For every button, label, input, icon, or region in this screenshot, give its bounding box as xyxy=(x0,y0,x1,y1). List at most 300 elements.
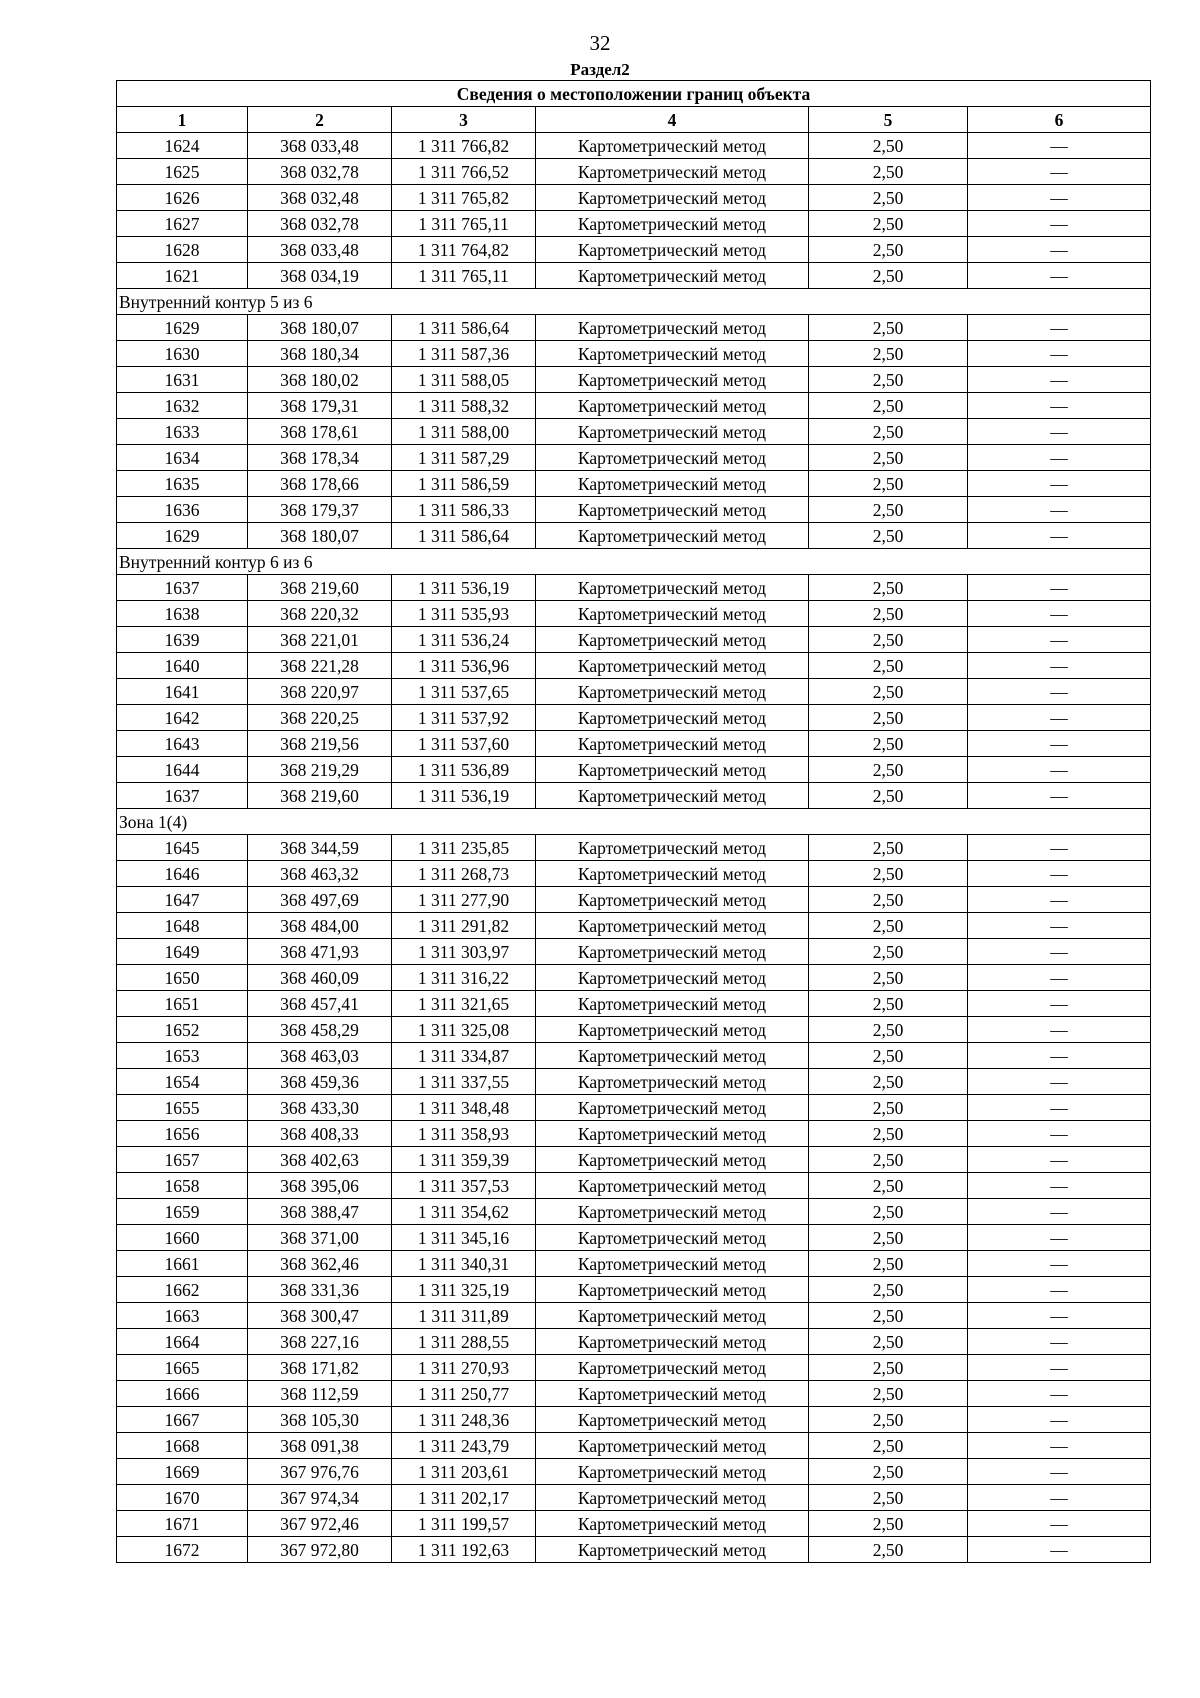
coordinate-y-cell: 1 311 536,19 xyxy=(392,783,536,809)
table-row xyxy=(117,419,1151,445)
method-cell: Картометрический метод xyxy=(536,601,809,627)
table-row xyxy=(117,705,1151,731)
description-cell: — xyxy=(968,627,1151,653)
point-number-cell: 1636 xyxy=(117,497,248,523)
description-cell: — xyxy=(968,1433,1151,1459)
point-number-cell: 1651 xyxy=(117,991,248,1017)
point-number-cell: 1627 xyxy=(117,211,248,237)
coordinate-y-cell: 1 311 334,87 xyxy=(392,1043,536,1069)
accuracy-cell: 2,50 xyxy=(809,1095,968,1121)
coordinate-y-cell: 1 311 764,82 xyxy=(392,237,536,263)
coordinate-y-cell: 1 311 203,61 xyxy=(392,1459,536,1485)
point-number-cell: 1663 xyxy=(117,1303,248,1329)
coordinate-y-cell: 1 311 354,62 xyxy=(392,1199,536,1225)
table-row xyxy=(117,263,1151,289)
accuracy-cell: 2,50 xyxy=(809,393,968,419)
coordinate-x-cell: 368 178,66 xyxy=(248,471,392,497)
column-number: 3 xyxy=(392,107,536,133)
method-cell: Картометрический метод xyxy=(536,783,809,809)
point-number-cell: 1653 xyxy=(117,1043,248,1069)
section-title: Раздел2 xyxy=(570,60,630,79)
coordinate-y-cell: 1 311 537,92 xyxy=(392,705,536,731)
coordinate-y-cell: 1 311 536,24 xyxy=(392,627,536,653)
coordinate-y-cell: 1 311 243,79 xyxy=(392,1433,536,1459)
accuracy-cell: 2,50 xyxy=(809,1407,968,1433)
table-row xyxy=(117,341,1151,367)
table-row xyxy=(117,653,1151,679)
point-number-cell: 1646 xyxy=(117,861,248,887)
description-cell: — xyxy=(968,705,1151,731)
table-row xyxy=(117,939,1151,965)
description-cell: — xyxy=(968,1043,1151,1069)
table-row xyxy=(117,1485,1151,1511)
coordinate-x-cell: 368 344,59 xyxy=(248,835,392,861)
coordinate-x-cell: 367 972,46 xyxy=(248,1511,392,1537)
table-row xyxy=(117,965,1151,991)
contour-group-label: Зона 1(4) xyxy=(117,809,1151,835)
method-cell: Картометрический метод xyxy=(536,1329,809,1355)
coordinate-x-cell: 368 458,29 xyxy=(248,1017,392,1043)
coordinate-y-cell: 1 311 291,82 xyxy=(392,913,536,939)
accuracy-cell: 2,50 xyxy=(809,1537,968,1563)
coordinate-y-cell: 1 311 536,19 xyxy=(392,575,536,601)
table-row xyxy=(117,913,1151,939)
accuracy-cell: 2,50 xyxy=(809,211,968,237)
point-number-cell: 1632 xyxy=(117,393,248,419)
method-cell: Картометрический метод xyxy=(536,185,809,211)
description-cell: — xyxy=(968,731,1151,757)
accuracy-cell: 2,50 xyxy=(809,731,968,757)
coordinate-y-cell: 1 311 537,60 xyxy=(392,731,536,757)
coordinate-y-cell: 1 311 248,36 xyxy=(392,1407,536,1433)
coordinate-y-cell: 1 311 270,93 xyxy=(392,1355,536,1381)
coordinate-x-cell: 368 402,63 xyxy=(248,1147,392,1173)
contour-group-row xyxy=(117,549,1151,575)
description-cell: — xyxy=(968,1329,1151,1355)
method-cell: Картометрический метод xyxy=(536,133,809,159)
accuracy-cell: 2,50 xyxy=(809,1459,968,1485)
point-number-cell: 1633 xyxy=(117,419,248,445)
table-row xyxy=(117,471,1151,497)
coordinate-x-cell: 368 484,00 xyxy=(248,913,392,939)
accuracy-cell: 2,50 xyxy=(809,1017,968,1043)
coordinate-x-cell: 368 171,82 xyxy=(248,1355,392,1381)
accuracy-cell: 2,50 xyxy=(809,1485,968,1511)
table-row xyxy=(117,185,1151,211)
table-row xyxy=(117,1277,1151,1303)
description-cell: — xyxy=(968,1277,1151,1303)
table-row xyxy=(117,393,1151,419)
coordinate-x-cell: 368 408,33 xyxy=(248,1121,392,1147)
accuracy-cell: 2,50 xyxy=(809,575,968,601)
point-number-cell: 1659 xyxy=(117,1199,248,1225)
description-cell: — xyxy=(968,367,1151,393)
point-number-cell: 1658 xyxy=(117,1173,248,1199)
point-number-cell: 1648 xyxy=(117,913,248,939)
coordinate-x-cell: 368 180,07 xyxy=(248,523,392,549)
table-row xyxy=(117,159,1151,185)
coordinate-x-cell: 368 032,78 xyxy=(248,211,392,237)
method-cell: Картометрический метод xyxy=(536,1511,809,1537)
point-number-cell: 1641 xyxy=(117,679,248,705)
method-cell: Картометрический метод xyxy=(536,159,809,185)
point-number-cell: 1664 xyxy=(117,1329,248,1355)
description-cell: — xyxy=(968,887,1151,913)
table-row xyxy=(117,1199,1151,1225)
accuracy-cell: 2,50 xyxy=(809,601,968,627)
table-row xyxy=(117,1433,1151,1459)
method-cell: Картометрический метод xyxy=(536,1277,809,1303)
accuracy-cell: 2,50 xyxy=(809,1225,968,1251)
description-cell: — xyxy=(968,1511,1151,1537)
method-cell: Картометрический метод xyxy=(536,575,809,601)
coordinate-x-cell: 368 178,61 xyxy=(248,419,392,445)
method-cell: Картометрический метод xyxy=(536,965,809,991)
coordinate-x-cell: 367 972,80 xyxy=(248,1537,392,1563)
coordinate-y-cell: 1 311 536,89 xyxy=(392,757,536,783)
description-cell: — xyxy=(968,419,1151,445)
point-number-cell: 1656 xyxy=(117,1121,248,1147)
point-number-cell: 1669 xyxy=(117,1459,248,1485)
coordinate-y-cell: 1 311 288,55 xyxy=(392,1329,536,1355)
accuracy-cell: 2,50 xyxy=(809,1329,968,1355)
table-row xyxy=(117,1407,1151,1433)
table-row xyxy=(117,1355,1151,1381)
coordinate-y-cell: 1 311 202,17 xyxy=(392,1485,536,1511)
coordinate-y-cell: 1 311 199,57 xyxy=(392,1511,536,1537)
point-number-cell: 1628 xyxy=(117,237,248,263)
table-row xyxy=(117,861,1151,887)
coordinate-x-cell: 368 034,19 xyxy=(248,263,392,289)
accuracy-cell: 2,50 xyxy=(809,705,968,731)
description-cell: — xyxy=(968,315,1151,341)
accuracy-cell: 2,50 xyxy=(809,1251,968,1277)
description-cell: — xyxy=(968,1199,1151,1225)
coordinate-y-cell: 1 311 588,05 xyxy=(392,367,536,393)
table-row xyxy=(117,1147,1151,1173)
table-row xyxy=(117,1511,1151,1537)
coordinate-y-cell: 1 311 587,36 xyxy=(392,341,536,367)
point-number-cell: 1629 xyxy=(117,523,248,549)
accuracy-cell: 2,50 xyxy=(809,1277,968,1303)
accuracy-cell: 2,50 xyxy=(809,1433,968,1459)
column-number-row xyxy=(117,107,1151,133)
coordinate-y-cell: 1 311 535,93 xyxy=(392,601,536,627)
coordinate-x-cell: 368 179,37 xyxy=(248,497,392,523)
method-cell: Картометрический метод xyxy=(536,1381,809,1407)
description-cell: — xyxy=(968,1173,1151,1199)
table-row xyxy=(117,1537,1151,1563)
point-number-cell: 1626 xyxy=(117,185,248,211)
point-number-cell: 1629 xyxy=(117,315,248,341)
accuracy-cell: 2,50 xyxy=(809,367,968,393)
method-cell: Картометрический метод xyxy=(536,861,809,887)
point-number-cell: 1640 xyxy=(117,653,248,679)
coordinate-y-cell: 1 311 359,39 xyxy=(392,1147,536,1173)
description-cell: — xyxy=(968,211,1151,237)
table-row xyxy=(117,627,1151,653)
method-cell: Картометрический метод xyxy=(536,1485,809,1511)
table-row xyxy=(117,1095,1151,1121)
description-cell: — xyxy=(968,1147,1151,1173)
method-cell: Картометрический метод xyxy=(536,1459,809,1485)
accuracy-cell: 2,50 xyxy=(809,1121,968,1147)
column-number: 2 xyxy=(248,107,392,133)
accuracy-cell: 2,50 xyxy=(809,159,968,185)
accuracy-cell: 2,50 xyxy=(809,185,968,211)
description-cell: — xyxy=(968,1485,1151,1511)
description-cell: — xyxy=(968,653,1151,679)
description-cell: — xyxy=(968,1095,1151,1121)
accuracy-cell: 2,50 xyxy=(809,133,968,159)
accuracy-cell: 2,50 xyxy=(809,757,968,783)
description-cell: — xyxy=(968,861,1151,887)
table-row xyxy=(117,835,1151,861)
method-cell: Картометрический метод xyxy=(536,705,809,731)
accuracy-cell: 2,50 xyxy=(809,523,968,549)
coordinate-x-cell: 368 220,25 xyxy=(248,705,392,731)
coordinate-y-cell: 1 311 765,11 xyxy=(392,263,536,289)
point-number-cell: 1665 xyxy=(117,1355,248,1381)
description-cell: — xyxy=(968,1121,1151,1147)
accuracy-cell: 2,50 xyxy=(809,1173,968,1199)
point-number-cell: 1631 xyxy=(117,367,248,393)
coordinate-x-cell: 368 395,06 xyxy=(248,1173,392,1199)
point-number-cell: 1668 xyxy=(117,1433,248,1459)
accuracy-cell: 2,50 xyxy=(809,497,968,523)
coordinate-x-cell: 368 471,93 xyxy=(248,939,392,965)
method-cell: Картометрический метод xyxy=(536,419,809,445)
coordinate-y-cell: 1 311 192,63 xyxy=(392,1537,536,1563)
point-number-cell: 1652 xyxy=(117,1017,248,1043)
coordinate-x-cell: 367 976,76 xyxy=(248,1459,392,1485)
table-row xyxy=(117,601,1151,627)
point-number-cell: 1671 xyxy=(117,1511,248,1537)
method-cell: Картометрический метод xyxy=(536,497,809,523)
coordinate-x-cell: 368 033,48 xyxy=(248,133,392,159)
description-cell: — xyxy=(968,1225,1151,1251)
coordinate-y-cell: 1 311 765,11 xyxy=(392,211,536,237)
coordinate-x-cell: 368 433,30 xyxy=(248,1095,392,1121)
method-cell: Картометрический метод xyxy=(536,1147,809,1173)
accuracy-cell: 2,50 xyxy=(809,1511,968,1537)
point-number-cell: 1645 xyxy=(117,835,248,861)
coordinate-y-cell: 1 311 766,82 xyxy=(392,133,536,159)
point-number-cell: 1634 xyxy=(117,445,248,471)
accuracy-cell: 2,50 xyxy=(809,315,968,341)
accuracy-cell: 2,50 xyxy=(809,991,968,1017)
coordinate-y-cell: 1 311 586,64 xyxy=(392,523,536,549)
accuracy-cell: 2,50 xyxy=(809,939,968,965)
accuracy-cell: 2,50 xyxy=(809,471,968,497)
coordinate-x-cell: 368 371,00 xyxy=(248,1225,392,1251)
contour-group-label: Внутренний контур 5 из 6 xyxy=(117,289,1151,315)
coordinate-y-cell: 1 311 325,08 xyxy=(392,1017,536,1043)
coordinate-x-cell: 368 032,78 xyxy=(248,159,392,185)
coordinate-x-cell: 368 180,07 xyxy=(248,315,392,341)
coordinate-y-cell: 1 311 537,65 xyxy=(392,679,536,705)
method-cell: Картометрический метод xyxy=(536,757,809,783)
table-row xyxy=(117,523,1151,549)
accuracy-cell: 2,50 xyxy=(809,679,968,705)
coordinate-x-cell: 368 219,29 xyxy=(248,757,392,783)
point-number-cell: 1639 xyxy=(117,627,248,653)
table-row xyxy=(117,783,1151,809)
accuracy-cell: 2,50 xyxy=(809,237,968,263)
table-row xyxy=(117,731,1151,757)
coordinate-x-cell: 368 219,56 xyxy=(248,731,392,757)
point-number-cell: 1661 xyxy=(117,1251,248,1277)
table-row xyxy=(117,1381,1151,1407)
coordinate-y-cell: 1 311 358,93 xyxy=(392,1121,536,1147)
method-cell: Картометрический метод xyxy=(536,1355,809,1381)
table-row xyxy=(117,1121,1151,1147)
coordinate-x-cell: 367 974,34 xyxy=(248,1485,392,1511)
coordinate-y-cell: 1 311 340,31 xyxy=(392,1251,536,1277)
method-cell: Картометрический метод xyxy=(536,1251,809,1277)
coordinate-y-cell: 1 311 311,89 xyxy=(392,1303,536,1329)
point-number-cell: 1635 xyxy=(117,471,248,497)
method-cell: Картометрический метод xyxy=(536,1433,809,1459)
description-cell: — xyxy=(968,159,1151,185)
page-number: 32 xyxy=(589,31,611,55)
table-row xyxy=(117,887,1151,913)
table-row xyxy=(117,991,1151,1017)
method-cell: Картометрический метод xyxy=(536,991,809,1017)
column-number: 4 xyxy=(536,107,809,133)
description-cell: — xyxy=(968,341,1151,367)
point-number-cell: 1649 xyxy=(117,939,248,965)
method-cell: Картометрический метод xyxy=(536,627,809,653)
accuracy-cell: 2,50 xyxy=(809,1069,968,1095)
method-cell: Картометрический метод xyxy=(536,393,809,419)
table-row xyxy=(117,1225,1151,1251)
coordinate-x-cell: 368 105,30 xyxy=(248,1407,392,1433)
table-row xyxy=(117,757,1151,783)
coordinate-x-cell: 368 221,28 xyxy=(248,653,392,679)
method-cell: Картометрический метод xyxy=(536,939,809,965)
coordinate-y-cell: 1 311 337,55 xyxy=(392,1069,536,1095)
description-cell: — xyxy=(968,445,1151,471)
method-cell: Картометрический метод xyxy=(536,211,809,237)
method-cell: Картометрический метод xyxy=(536,913,809,939)
coordinate-y-cell: 1 311 325,19 xyxy=(392,1277,536,1303)
accuracy-cell: 2,50 xyxy=(809,445,968,471)
description-cell: — xyxy=(968,471,1151,497)
description-cell: — xyxy=(968,991,1151,1017)
table-row xyxy=(117,237,1151,263)
coordinate-x-cell: 368 033,48 xyxy=(248,237,392,263)
accuracy-cell: 2,50 xyxy=(809,965,968,991)
method-cell: Картометрический метод xyxy=(536,1121,809,1147)
coordinate-x-cell: 368 227,16 xyxy=(248,1329,392,1355)
accuracy-cell: 2,50 xyxy=(809,263,968,289)
point-number-cell: 1624 xyxy=(117,133,248,159)
coordinate-y-cell: 1 311 348,48 xyxy=(392,1095,536,1121)
method-cell: Картометрический метод xyxy=(536,315,809,341)
point-number-cell: 1647 xyxy=(117,887,248,913)
table-caption-row xyxy=(117,81,1151,107)
description-cell: — xyxy=(968,757,1151,783)
point-number-cell: 1644 xyxy=(117,757,248,783)
coordinate-y-cell: 1 311 586,64 xyxy=(392,315,536,341)
column-number: 1 xyxy=(117,107,248,133)
table-row xyxy=(117,1329,1151,1355)
coordinate-y-cell: 1 311 250,77 xyxy=(392,1381,536,1407)
point-number-cell: 1637 xyxy=(117,575,248,601)
table-row xyxy=(117,315,1151,341)
coordinate-y-cell: 1 311 586,33 xyxy=(392,497,536,523)
point-number-cell: 1662 xyxy=(117,1277,248,1303)
point-number-cell: 1660 xyxy=(117,1225,248,1251)
coordinate-x-cell: 368 221,01 xyxy=(248,627,392,653)
description-cell: — xyxy=(968,1407,1151,1433)
method-cell: Картометрический метод xyxy=(536,1069,809,1095)
accuracy-cell: 2,50 xyxy=(809,1303,968,1329)
method-cell: Картометрический метод xyxy=(536,679,809,705)
column-number: 5 xyxy=(809,107,968,133)
coordinate-x-cell: 368 179,31 xyxy=(248,393,392,419)
table-row xyxy=(117,497,1151,523)
accuracy-cell: 2,50 xyxy=(809,913,968,939)
accuracy-cell: 2,50 xyxy=(809,1381,968,1407)
coordinate-x-cell: 368 220,97 xyxy=(248,679,392,705)
table-row xyxy=(117,1173,1151,1199)
accuracy-cell: 2,50 xyxy=(809,1199,968,1225)
coordinate-y-cell: 1 311 345,16 xyxy=(392,1225,536,1251)
coordinate-x-cell: 368 032,48 xyxy=(248,185,392,211)
description-cell: — xyxy=(968,679,1151,705)
coordinate-x-cell: 368 220,32 xyxy=(248,601,392,627)
method-cell: Картометрический метод xyxy=(536,887,809,913)
description-cell: — xyxy=(968,1459,1151,1485)
coordinate-x-cell: 368 219,60 xyxy=(248,575,392,601)
coordinate-y-cell: 1 311 316,22 xyxy=(392,965,536,991)
description-cell: — xyxy=(968,835,1151,861)
method-cell: Картометрический метод xyxy=(536,653,809,679)
boundary-coordinates-table xyxy=(116,80,1151,1563)
table-row xyxy=(117,1303,1151,1329)
method-cell: Картометрический метод xyxy=(536,1043,809,1069)
description-cell: — xyxy=(968,1017,1151,1043)
table-row xyxy=(117,1459,1151,1485)
accuracy-cell: 2,50 xyxy=(809,1043,968,1069)
accuracy-cell: 2,50 xyxy=(809,861,968,887)
coordinate-x-cell: 368 091,38 xyxy=(248,1433,392,1459)
accuracy-cell: 2,50 xyxy=(809,1355,968,1381)
point-number-cell: 1672 xyxy=(117,1537,248,1563)
description-cell: — xyxy=(968,601,1151,627)
coordinate-x-cell: 368 463,03 xyxy=(248,1043,392,1069)
method-cell: Картометрический метод xyxy=(536,1537,809,1563)
coordinate-y-cell: 1 311 586,59 xyxy=(392,471,536,497)
method-cell: Картометрический метод xyxy=(536,1017,809,1043)
table-body xyxy=(117,81,1151,1563)
method-cell: Картометрический метод xyxy=(536,1173,809,1199)
contour-group-label: Внутренний контур 6 из 6 xyxy=(117,549,1151,575)
coordinate-x-cell: 368 180,34 xyxy=(248,341,392,367)
coordinate-x-cell: 368 331,36 xyxy=(248,1277,392,1303)
point-number-cell: 1642 xyxy=(117,705,248,731)
accuracy-cell: 2,50 xyxy=(809,1147,968,1173)
point-number-cell: 1654 xyxy=(117,1069,248,1095)
description-cell: — xyxy=(968,1069,1151,1095)
coordinate-y-cell: 1 311 235,85 xyxy=(392,835,536,861)
point-number-cell: 1625 xyxy=(117,159,248,185)
method-cell: Картометрический метод xyxy=(536,1225,809,1251)
coordinate-y-cell: 1 311 536,96 xyxy=(392,653,536,679)
column-number: 6 xyxy=(968,107,1151,133)
